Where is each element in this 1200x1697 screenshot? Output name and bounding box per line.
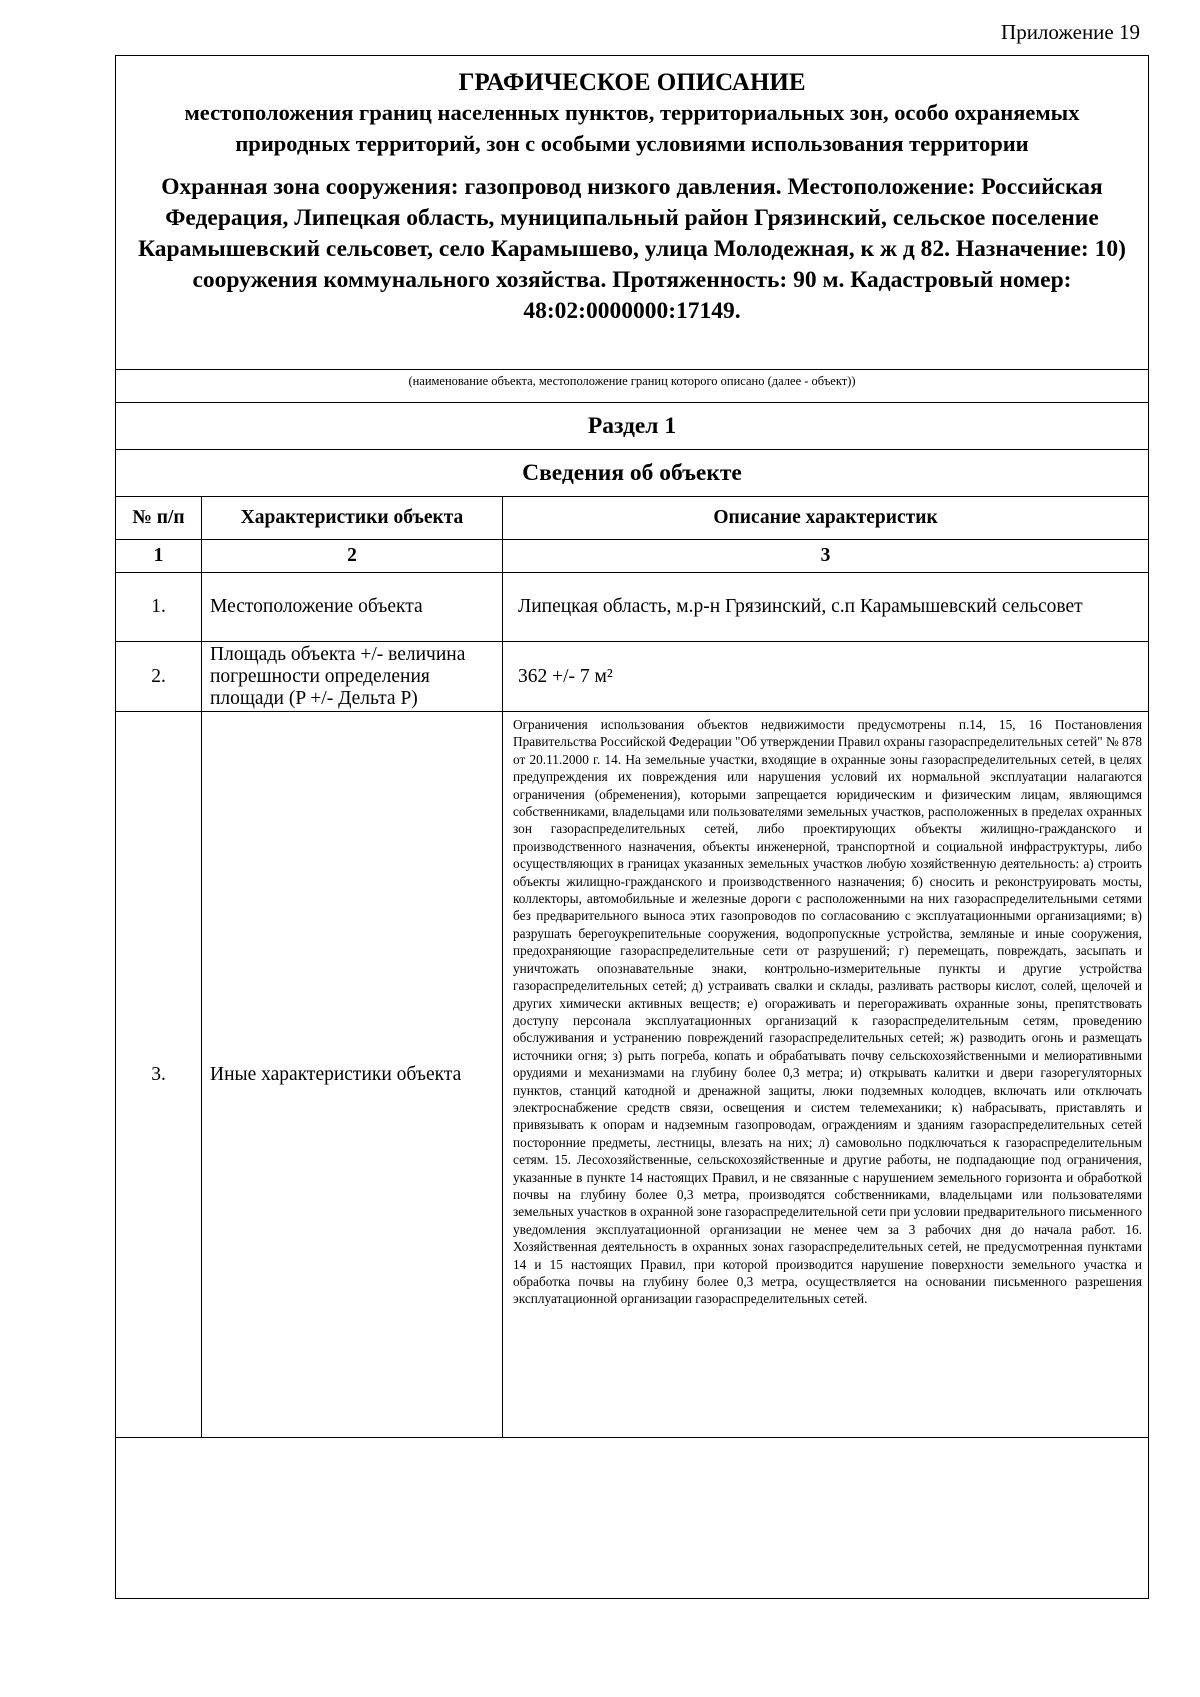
row-number: 1. <box>116 573 202 641</box>
row-description <box>503 573 1148 641</box>
table-row <box>116 712 1148 1438</box>
column-number-row <box>116 540 1148 573</box>
row-characteristic-text: Площадь объекта +/- величина погрешности определения площади (P +/- Дельта P) <box>210 643 466 709</box>
header-cell-number: № п/п <box>116 497 202 539</box>
row-description-text: Липецкая область, м.р-н Грязинский, с.п Карамышевский сельсовет <box>518 596 1083 617</box>
row-characteristic-text: Местоположение объекта <box>210 596 423 617</box>
row-description <box>503 712 1148 1437</box>
row-number: 3. <box>116 712 202 1437</box>
header-cell-description: Описание характеристик <box>713 507 938 528</box>
row-characteristic <box>202 642 503 711</box>
appendix-label: Приложение 19 <box>1001 20 1140 44</box>
document-frame <box>115 55 1149 1599</box>
header-cell-characteristics: Характеристики объекта <box>202 497 503 539</box>
section-subtitle: Сведения об объекте <box>116 450 1148 497</box>
row-number: 2. <box>116 642 202 711</box>
section-title: Раздел 1 <box>116 403 1148 450</box>
document-title: ГРАФИЧЕСКОЕ ОПИСАНИЕ <box>458 69 806 96</box>
empty-footer-area <box>116 1438 1148 1598</box>
document-header <box>116 56 1148 369</box>
row-characteristic-text: Иные характеристики объекта <box>210 1063 462 1085</box>
column-number-2: 2 <box>202 540 503 572</box>
table-row <box>116 642 1148 712</box>
row-characteristic <box>202 573 503 641</box>
column-number-3: 3 <box>820 545 831 566</box>
row-characteristic <box>202 712 503 1437</box>
column-number-1: 1 <box>116 540 202 572</box>
restrictions-text: Ограничения использования объектов недвижимости предусмотрены п.14, 15, 16 Постановления Правительства Российской Федерации "Об утверждении Правил охраны газораспределительных сетей" № 878 от 20.11.2000 г. 14. На земельные участки, входящие в охранные зоны газораспределительных сетей, в целях предупреждения их повреждения или нарушения условий их нормальной эксплуатации налагаются ограничения (обременения), которыми запрещается юридическим и физическим лицам, являющимся собственниками, владельцами или пользователями земельных участков, расположенных в пределах охранных зон газораспределительных сетей, либо проектирующих объекты жилищно-гражданского и производственного назначения, объекты инженерной, транспортной и социальной инфраструктуры, либо осуществляющих в границах указанных земельных участков любую хозяйственную деятельность: а) строить объекты жилищно-гражданского и производственного назначения; б) сносить и реконструировать мосты, коллекторы, автомобильные и железные дороги с расположенными на них газораспределительными сетями без предварительного выноса этих газопроводов по согласованию с эксплуатационными организациями; в) разрушать берегоукрепительные сооружения, водопропускные устройства, земляные и иные сооружения, предохраняющие газораспределительные сети от разрушений; г) перемещать, повреждать, засыпать и уничтожать опознавательные знаки, контрольно-измерительные пункты и другие устройства газораспределительных сетей; д) устраивать свалки и склады, разливать растворы кислот, солей, щелочей и других химически активных веществ; е) огораживать и перегораживать охранные зоны, препятствовать доступу персонала эксплуатационных организаций к газораспределительным сетям, проведению обслуживания и устранению повреждений газораспределительных сетей; ж) разводить огонь и размещать источники огня; з) рыть погреба, копать и обрабатывать почву сельскохозяйственными и мелиоративными орудиями и механизмами на глубину более 0,3 метра; и) открывать калитки и двери газорегуляторных пунктов, станций катодной и дренажной защиты, люки подземных колодцев, включать или отключать электроснабжение средств связи, освещения и систем телемеханики; к) набрасывать, приставлять и привязывать к опорам и надземным газопроводам, ограждениям и зданиям газораспределительных сетей посторонние предметы, лестницы, влезать на них; л) самовольно подключаться к газораспределительным сетям. 15. Лесохозяйственные, сельскохозяйственные и другие работы, не подпадающие под ограничения, указанные в пункте 14 настоящих Правил, и не связанные с нарушением земельного горизонта и обработкой почвы на глубину более 0,3 метра, производятся собственниками, владельцами или пользователями земельных участков в охранной зоне газораспределительной сети при условии предварительного письменного уведомления эксплуатационной организации не менее чем за 3 рабочих дня до начала работ. 16. Хозяйственная деятельность в охранных зонах газораспределительных сетей, не предусмотренная пунктами 14 и 15 настоящих Правил, при которой производится нарушение поверхности земельного участка и обработка почвы на глубину более 0,3 метра, осуществляется на основании письменного разрешения эксплуатационной организации газораспределительных сетей. <box>513 717 1142 1307</box>
row-description <box>503 642 1148 711</box>
object-caption: (наименование объекта, местоположение границ которого описано (далее - объект)) <box>116 369 1148 403</box>
object-name: Охранная зона сооружения: газопровод низкого давления. Местоположение: Российская Федерация, Липецкая область, муниципальный район Грязинский, сельское поселение Карамышевский сельсовет, село Карамышево, улица Молодежная, к ж д 82. Назначение: 10) сооружения коммунального хозяйства. Протяженность: 90 м. Кадастровый номер: 48:02:0000000:17149. <box>138 174 1126 324</box>
table-row <box>116 573 1148 642</box>
row-description-text: 362 +/- 7 м² <box>518 665 613 687</box>
document-subtitle: местоположения границ населенных пунктов, территориальных зон, особо охраняемых природных территорий, зон с особыми условиями использования территории <box>184 100 1080 156</box>
table-header-row <box>116 497 1148 540</box>
